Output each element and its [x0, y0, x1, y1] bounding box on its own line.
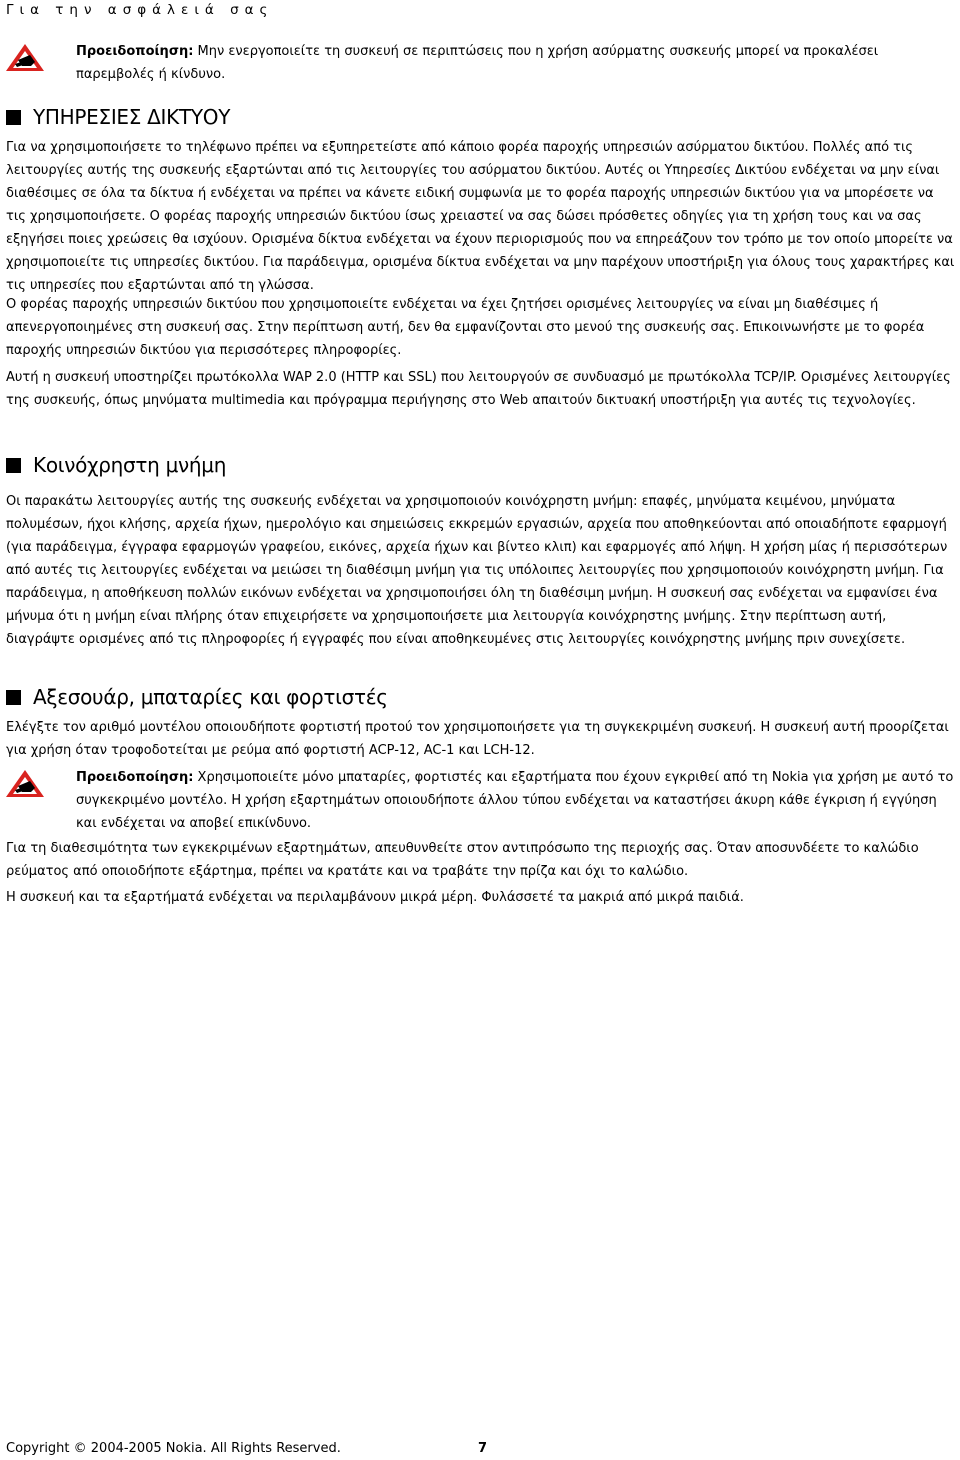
warning-body: Μην ενεργοποιείτε τη συσκευή σε περιπτώσεις που η χρήση ασύρματης συσκευής μπορεί να προκαλέσει παρεμβολές ή κίνδυνο. [76, 44, 879, 82]
warning-body: Χρησιμοποιείτε μόνο μπαταρίες, φορτιστές και εξαρτήματα που έχουν εγκριθεί από τη Nokia για χρήση με αυτό το συγκεκριμένο μοντέλο. Η χρήση εξαρτημάτων οποιουδήποτε άλλου τύπου ενδέχεται να καταστήσει άκυρη κάθε έγκριση ή εγγύηση και ενδέχεται να αποβεί επικίνδυνο. [76, 770, 954, 831]
section-bullet-icon [6, 458, 21, 473]
warning-text [76, 40, 954, 86]
running-header: Για την ασφάλειά σας [6, 2, 274, 18]
page-number: 7 [478, 1441, 488, 1456]
section-title: Κοινόχρηστη μνήμη [33, 453, 227, 477]
warning-label: Προειδοποίηση: [76, 770, 194, 785]
section-title: Αξεσουάρ, μπαταρίες και φορτιστές [33, 685, 388, 709]
section-bullet-icon [6, 110, 21, 125]
warning-icon [4, 42, 46, 74]
warning-text [76, 766, 954, 835]
paragraph: Αυτή η συσκευή υποστηρίζει πρωτόκολλα WAP 2.0 (HTTP και SSL) που λειτουργούν σε συνδυασμό με πρωτόκολλα TCP/IP. Ορισμένες λειτουργίες της συσκευής, όπως μηνύματα multimedia και πρόγραμμα περιήγησης στο Web απαιτούν δικτυακή υποστήριξη για αυτές τις τεχνολογίες. [6, 370, 951, 408]
section-bullet-icon [6, 690, 21, 705]
paragraph: Για να χρησιμοποιήσετε το τηλέφωνο πρέπει να εξυπηρετείστε από κάποιο φορέα παροχής υπηρεσιών ασύρματου δικτύου. Πολλές από τις λειτουργίες αυτής της συσκευής εξαρτώνται από τις λειτουργίες του ασύρματου δικτύου. Αυτές οι Υπηρεσίες Δικτύου ενδέχεται να μην είναι διαθέσιμες σε όλα τα δίκτυα ή ενδέχεται να πρέπει να κάνετε ειδική συμφωνία με το φορέα παροχής υπηρεσιών δικτύου για να μπορέσετε να τις χρησιμοποιήσετε. Ο φορέας παροχής υπηρεσιών δικτύου ίσως χρειαστεί να σας δώσει πρόσθετες οδηγίες για τη χρήση τους και να σας εξηγήσει ποιες χρεώσεις θα ισχύουν. Ορισμένα δίκτυα ενδέχεται να έχουν περιορισμούς που να επηρεάζουν τον τρόπο με τον οποίο μπορείτε να χρησιμοποιείτε τις υπηρεσίες δικτύου. Για παράδειγμα, ορισμένα δίκτυα ενδέχεται να μην παρέχουν υποστήριξη για όλους τους χαρακτήρες και τις υπηρεσίες που εξαρτώνται από τη γλώσσα. [6, 140, 955, 293]
paragraph: Ο φορέας παροχής υπηρεσιών δικτύου που χρησιμοποιείτε ενδέχεται να έχει ζητήσει ορισμένες λειτουργίες να είναι μη διαθέσιμες ή απενεργοποιημένες στη συσκευή σας. Στην περίπτωση αυτή, δεν θα εμφανίζονται στο μενού της συσκευής σας. Επικοινωνήστε με το φορέα παροχής υπηρεσιών δικτύου για περισσότερες πληροφορίες. [6, 297, 925, 358]
paragraph: Οι παρακάτω λειτουργίες αυτής της συσκευής ενδέχεται να χρησιμοποιούν κοινόχρηστη μνήμη: επαφές, μηνύματα κειμένου, μηνύματα πολυμέσων, ήχοι κλήσης, αρχεία ήχων, ημερολόγιο και σημειώσεις εκκρεμών εργασιών, αρχεία που αποθηκεύονται από οποιαδήποτε εφαρμογή (για παράδειγμα, έγγραφα εφαρμογών γραφείου, εικόνες, αρχεία ήχων και βίντεο κλιπ) και εφαρμογές από λήψη. Η χρήση μίας ή περισσότερων από αυτές τις λειτουργίες ενδέχεται να μειώσει τη διαθέσιμη μνήμη για τις υπόλοιπες λειτουργίες που χρησιμοποιούν κοινόχρηστη μνήμη. Για παράδειγμα, η αποθήκευση πολλών εικόνων ενδέχεται να χρησιμοποιήσει όλη τη διαθέσιμη μνήμη. Η συσκευή σας ενδέχεται να εμφανίσει ένα μήνυμα ότι η μνήμη είναι πλήρης όταν επιχειρήσετε να χρησιμοποιήσετε μια λειτουργία κοινόχρηστης μνήμης. Στην περίπτωση αυτή, διαγράψτε ορισμένες από τις πληροφορίες ή εγγραφές που είναι αποθηκευμένες στις λειτουργίες κοινόχρηστης μνήμης πριν συνεχίσετε. [6, 494, 948, 647]
warning-block [0, 40, 960, 88]
section-heading-accessories [6, 685, 388, 709]
paragraph: Ελέγξτε τον αριθμό μοντέλου οποιουδήποτε φορτιστή προτού τον χρησιμοποιήσετε για τη συγκεκριμένη συσκευή. Η συσκευή αυτή προορίζεται για χρήση όταν τροφοδοτείται με ρεύμα από φορτιστή ACP-12, AC-1 και LCH-12. [6, 720, 949, 758]
warning-block [0, 766, 960, 836]
section-title: ΥΠΗΡΕΣΙΕΣ ΔΙΚΤΥΟΥ [33, 105, 231, 129]
warning-icon [4, 768, 46, 800]
section-heading-network-services [6, 105, 230, 129]
warning-label: Προειδοποίηση: [76, 44, 194, 59]
footer-copyright: Copyright © 2004-2005 Nokia. All Rights Reserved. [6, 1441, 341, 1456]
paragraph: Για τη διαθεσιμότητα των εγκεκριμένων εξαρτημάτων, απευθυνθείτε στον αντιπρόσωπο της περιοχής σας. Όταν αποσυνδέετε το καλώδιο ρεύματος από οποιοδήποτε εξάρτημα, πρέπει να κρατάτε και να τραβάτε την πρίζα και όχι το καλώδιο. [6, 841, 919, 879]
paragraph: Η συσκευή και τα εξαρτήματά ενδέχεται να περιλαμβάνουν μικρά μέρη. Φυλάσσετέ τα μακριά από μικρά παιδιά. [6, 890, 744, 905]
section-heading-shared-memory [6, 453, 226, 477]
